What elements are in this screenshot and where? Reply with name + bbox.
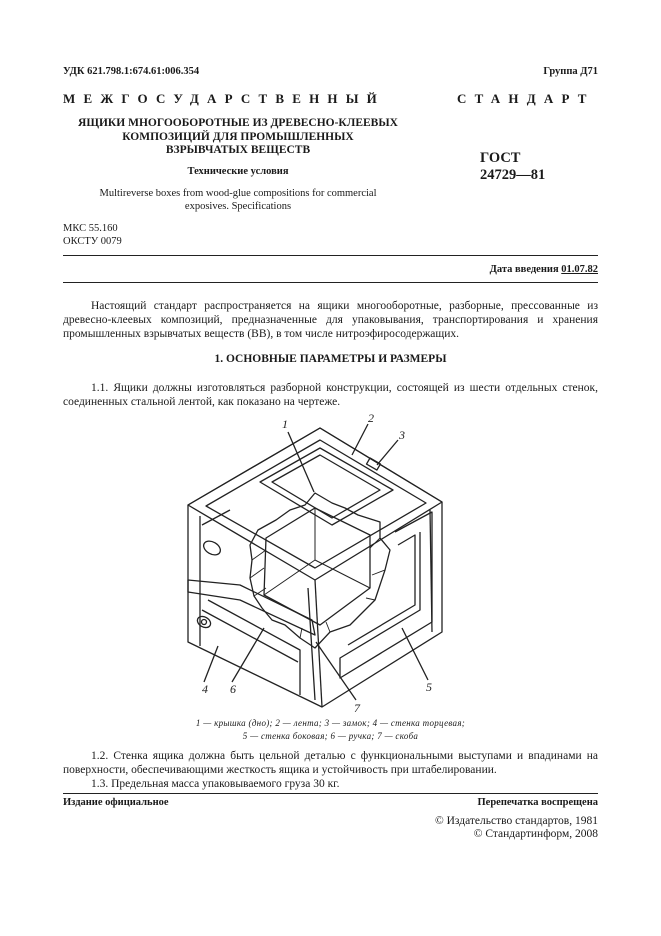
document-subtitle: Технические условия [187,166,289,177]
english-title [63,187,413,213]
divider-footer [63,793,598,794]
official-edition: Издание официальное [63,797,169,808]
divider-date [63,282,598,283]
steel-strap [188,580,315,635]
english-title-line-2: exposives. Specifications [184,201,292,212]
copyright-2008: © Стандартинформ, 2008 [473,828,598,840]
gost-number: 24729—81 [480,167,546,183]
figure-label-3: 3 [399,428,405,442]
paragraph-1-2: 1.2. Стенка ящика должна быть цельной деталью с функциональными выступами и впадинами на поверхности, обеспечивающими жесткость ящика и устойчивость при штабелировании. [63,750,598,776]
figure-label-6: 6 [230,682,236,696]
group-code: Группа Д71 [543,66,598,77]
section-1-heading: 1. ОСНОВНЫЕ ПАРАМЕТРЫ И РАЗМЕРЫ [214,353,447,365]
gost-designation [480,150,545,184]
figure-label-5: 5 [426,680,432,694]
intro-paragraph: Настоящий стандарт распространяется на ящики многооборотные, разборные, прессованные из древесно-клеевых композиций, предназначенные для упаковывания, транспортирования и хранения промышленных взрывчатых веществ (ВВ), в том числе нитроэфиросодержащих. [63,300,598,340]
udk-code: УДК 621.798.1:674.61:006.354 [63,66,200,77]
divider-top [63,255,598,256]
figure-label-7: 7 [354,701,360,715]
mks-code: МКС 55.160 [63,223,118,234]
reprint-prohibited: Перепечатка воспрещена [477,797,598,808]
title-line-1: ЯЩИКИ МНОГООБОРОТНЫЕ ИЗ ДРЕВЕСНО-КЛЕЕВЫХ [78,117,398,129]
classification-codes [63,222,122,248]
okstu-code: ОКСТУ 0079 [63,236,122,247]
box-drawing [180,410,480,715]
figure-label-1: 1 [282,417,288,431]
gost-label: ГОСТ [480,150,521,166]
introduction-date [490,264,598,275]
handle-top [201,538,223,557]
figure-caption [63,717,598,742]
handle-bottom [195,614,212,630]
standard-type-right: СТАНДАРТ [457,91,595,106]
caption-line-2: 5 — стенка боковая; 6 — ручка; 7 — скоба [242,730,419,741]
date-label: Дата введения [489,264,559,275]
paragraph-1-1: 1.1. Ящики должны изготовляться разборной конструкции, состоящей из шести отдельных стенок, соединенных стальной лентой, как показано на чертеже. [63,382,598,408]
title-line-3: ВЗРЫВЧАТЫХ ВЕЩЕСТВ [165,144,311,156]
paragraph-1-3: 1.3. Предельная масса упаковываемого груза 30 кг. [91,778,340,790]
caption-line-1: 1 — крышка (дно); 2 — лента; 3 — замок; 4 — стенка торцевая; [195,718,466,728]
date-value: 01.07.82 [561,264,598,275]
figure-label-2: 2 [368,411,374,425]
english-title-line-1: Multireverse boxes from wood-glue compositions for commercial [99,188,377,199]
title-line-2: КОМПОЗИЦИЙ ДЛЯ ПРОМЫШЛЕННЫХ [122,130,354,143]
standard-type-left: МЕЖГОСУДАРСТВЕННЫЙ [63,91,385,106]
copyright-1981: © Издательство стандартов, 1981 [434,815,598,827]
figure-label-4: 4 [202,682,208,696]
document-title [63,117,413,158]
